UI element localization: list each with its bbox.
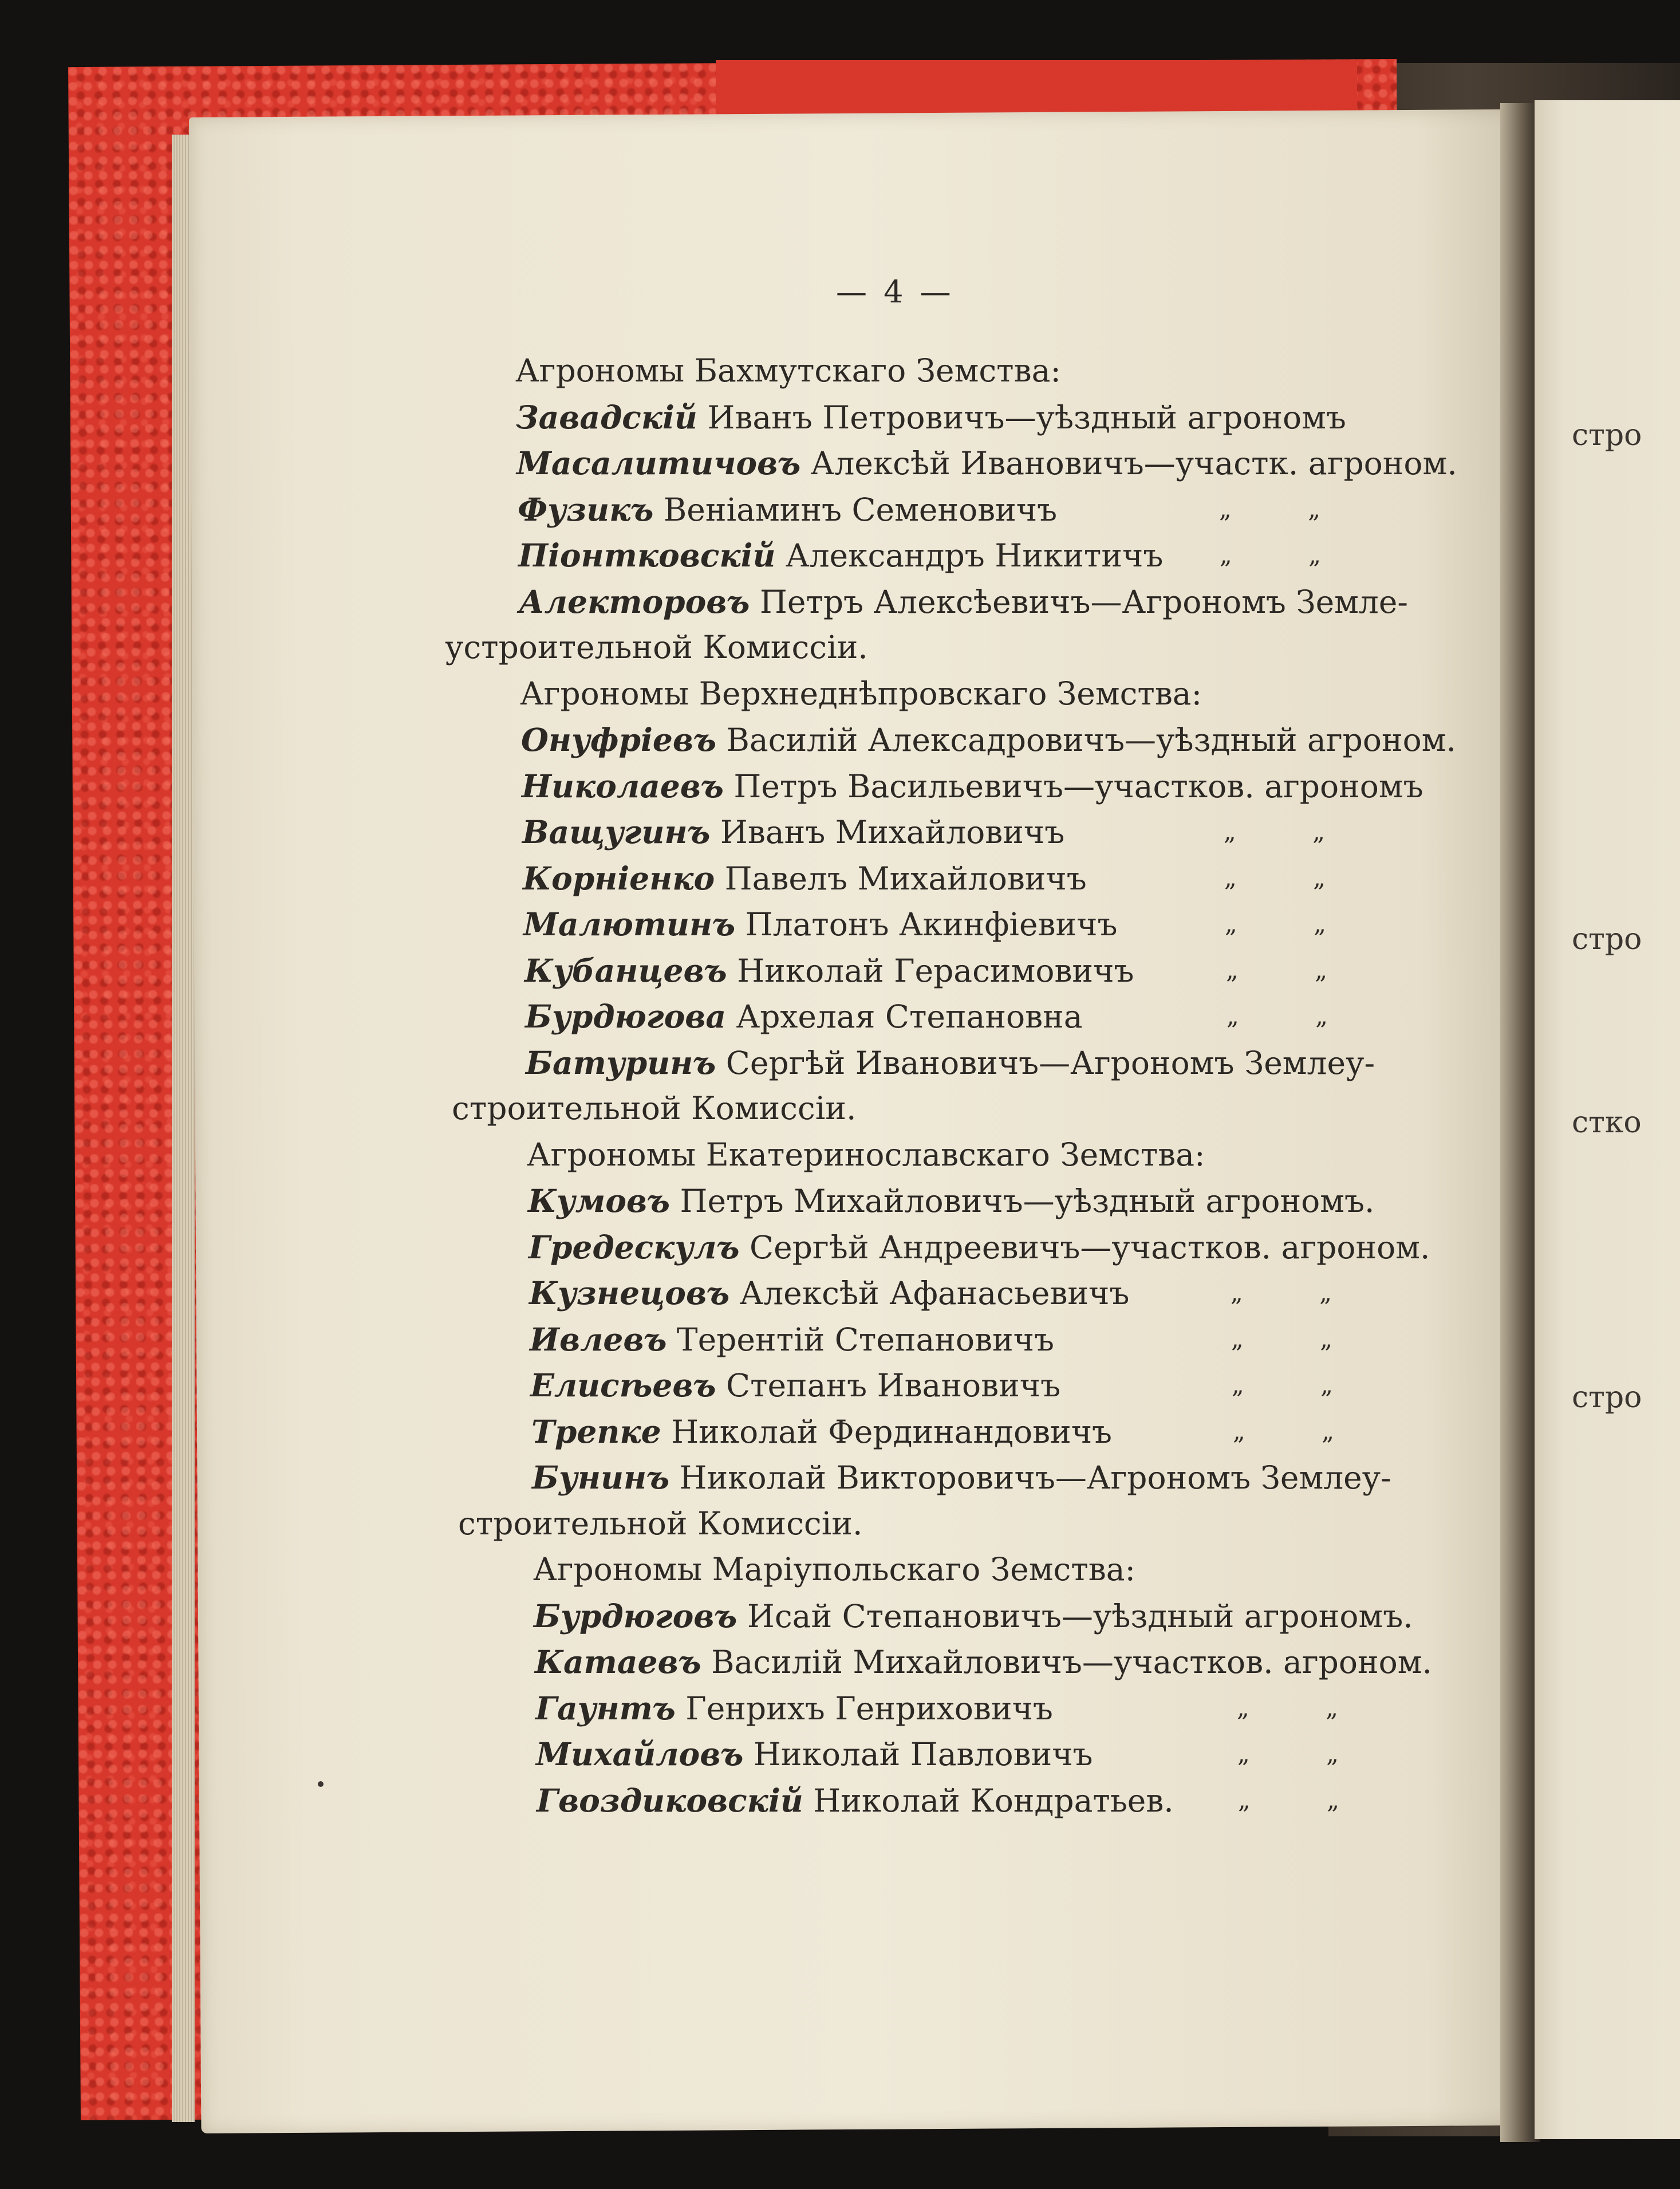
ditto-marks: „ „ — [1232, 1371, 1334, 1399]
section-heading — [515, 352, 1061, 389]
surname: Масалитичовъ — [516, 444, 801, 482]
list-item — [523, 859, 1326, 897]
list-item — [524, 951, 1328, 989]
surname: Гаунтъ — [535, 1689, 676, 1727]
ditto-marks: „ „ — [1231, 1324, 1333, 1353]
continuation-line — [458, 1505, 863, 1542]
surname: Завадскій — [516, 398, 697, 436]
list-item — [537, 1781, 1340, 1819]
surname: Ивлевъ — [530, 1320, 667, 1358]
ditto-marks: „ „ — [1237, 1739, 1339, 1767]
surname: Михайловъ — [536, 1735, 744, 1773]
list-item — [516, 398, 1346, 436]
list-item — [521, 721, 1456, 758]
given-names-and-title: Павелъ Михайловичъ — [715, 860, 1087, 897]
ditto-marks: „ „ — [1224, 817, 1326, 845]
continuation-line — [445, 629, 868, 666]
ditto-marks: „ „ — [1224, 863, 1326, 892]
list-item — [531, 1412, 1335, 1450]
given-names-and-title: Николай Павловичъ — [743, 1736, 1093, 1773]
list-item — [529, 1228, 1430, 1266]
given-names-and-title: Иванъ Михайловичъ — [710, 814, 1065, 851]
given-names-and-title: Архелая Степановна — [726, 998, 1083, 1035]
list-item — [519, 582, 1409, 620]
continuation-line — [452, 1090, 857, 1127]
ditto-marks: „ „ — [1237, 1693, 1339, 1722]
given-names-and-title: Петръ Алексѣевичъ—Агрономъ Земле- — [750, 583, 1409, 620]
list-item — [516, 444, 1457, 482]
surname: Ващугинъ — [522, 813, 711, 851]
given-names-and-title: Николай Викторовичъ—Агрономъ Землеу- — [669, 1459, 1391, 1496]
list-item — [535, 1643, 1433, 1680]
surname: Бунинъ — [532, 1459, 670, 1496]
given-names-and-title: Алексѣй Афанасьевичъ — [729, 1275, 1130, 1312]
ink-speck — [318, 1781, 324, 1787]
surname: Трепке — [531, 1412, 661, 1450]
list-item — [522, 813, 1326, 851]
list-item — [518, 490, 1321, 528]
ditto-marks: „ „ — [1238, 1785, 1340, 1814]
surname: Николаевъ — [522, 767, 724, 805]
given-names-and-title: Петръ Михайловичъ—уѣздный агрономъ. — [670, 1183, 1375, 1219]
section-heading-text: Агрономы Екатеринославскаго Земства: — [527, 1136, 1205, 1173]
surname: Кубанцевъ — [524, 951, 727, 989]
surname: Піонтковскій — [518, 537, 776, 574]
surname: Гвоздиковскій — [537, 1781, 803, 1819]
given-names-and-title: Сергѣй Андреевичъ—участков. агроном. — [739, 1229, 1430, 1266]
right-page-fragment: стро — [1572, 1380, 1642, 1415]
given-names-and-title: Николай Фердинандовичъ — [661, 1413, 1113, 1450]
given-names-and-title: Степанъ Ивановичъ — [716, 1367, 1061, 1404]
given-names-and-title: Генрихъ Генриховичъ — [675, 1690, 1053, 1727]
surname: Малютинъ — [523, 905, 736, 943]
surname: Корніенко — [523, 859, 715, 897]
list-item — [518, 537, 1322, 574]
section-heading — [527, 1136, 1205, 1173]
surname: Батуринъ — [526, 1044, 716, 1081]
section-heading-text: Агрономы Бахмутскаго Земства: — [515, 352, 1061, 389]
right-page-fragment: стро — [1572, 418, 1642, 452]
ditto-marks: „ „ — [1231, 1278, 1332, 1306]
given-names-and-title: Иванъ Петровичъ—уѣздный агрономъ — [697, 399, 1346, 436]
list-item — [523, 905, 1327, 943]
list-item — [525, 998, 1328, 1035]
given-names-and-title: Платонъ Акинфіевичъ — [735, 906, 1118, 943]
surname: Катаевъ — [535, 1643, 701, 1680]
surname: Бурдюгова — [525, 998, 727, 1035]
continuation-text: строительной Комиссіи. — [458, 1505, 863, 1542]
list-item — [522, 767, 1423, 805]
given-names-and-title: Исай Степановичъ—уѣздный агрономъ. — [737, 1597, 1413, 1635]
list-item — [530, 1320, 1333, 1358]
continuation-text: устроительной Комиссіи. — [445, 629, 868, 666]
given-names-and-title: Николай Герасимовичъ — [727, 952, 1134, 989]
surname: Онуфріевъ — [521, 721, 716, 758]
list-item — [529, 1274, 1332, 1312]
surname: Алекторовъ — [519, 582, 750, 620]
given-names-and-title: Николай Кондратьев. — [803, 1782, 1174, 1819]
list-item — [530, 1367, 1334, 1404]
surname: Фузикъ — [518, 490, 654, 528]
section-heading — [520, 675, 1202, 712]
surname: Бурдюговъ — [534, 1597, 738, 1635]
given-names-and-title: Петръ Васильевичъ—участков. агрономъ — [723, 767, 1423, 805]
continuation-text: строительной Комиссіи. — [452, 1090, 857, 1127]
right-page-fragment: стро — [1572, 922, 1642, 956]
list-item — [532, 1459, 1391, 1496]
list-item — [536, 1735, 1339, 1773]
ditto-marks: „ „ — [1227, 1002, 1328, 1030]
ditto-marks: „ „ — [1219, 494, 1321, 523]
ditto-marks: „ „ — [1225, 910, 1327, 938]
right-page-fragment: стко — [1572, 1105, 1642, 1140]
section-heading — [533, 1551, 1136, 1588]
given-names-and-title: Алексѣй Ивановичъ—участк. агроном. — [800, 445, 1457, 482]
list-item — [526, 1044, 1375, 1081]
ditto-marks: „ „ — [1233, 1416, 1335, 1445]
surname: Гредескулъ — [529, 1228, 740, 1266]
given-names-and-title: Терентій Степановичъ — [667, 1321, 1054, 1358]
surname: Кумовъ — [528, 1182, 671, 1219]
section-heading-text: Агрономы Верхнеднѣпровскаго Земства: — [520, 675, 1202, 712]
surname: Кузнецовъ — [529, 1274, 730, 1312]
list-item — [528, 1182, 1375, 1219]
given-names-and-title: Василій Михайловичъ—участков. агроном. — [701, 1644, 1433, 1680]
list-item — [534, 1597, 1413, 1635]
section-heading-text: Агрономы Маріупольскаго Земства: — [533, 1551, 1136, 1588]
given-names-and-title: Веніаминъ Семеновичъ — [653, 491, 1058, 528]
page-number: — 4 — — [836, 274, 955, 310]
given-names-and-title: Александръ Никитичъ — [775, 537, 1164, 574]
surname: Елисѣевъ — [530, 1367, 716, 1404]
given-names-and-title: Василій Алексадровичъ—уѣздный агроном. — [716, 722, 1456, 758]
list-item — [535, 1689, 1339, 1727]
ditto-marks: „ „ — [1226, 955, 1328, 984]
ditto-marks: „ „ — [1220, 541, 1322, 569]
given-names-and-title: Сергѣй Ивановичъ—Агрономъ Землеу- — [716, 1044, 1375, 1081]
